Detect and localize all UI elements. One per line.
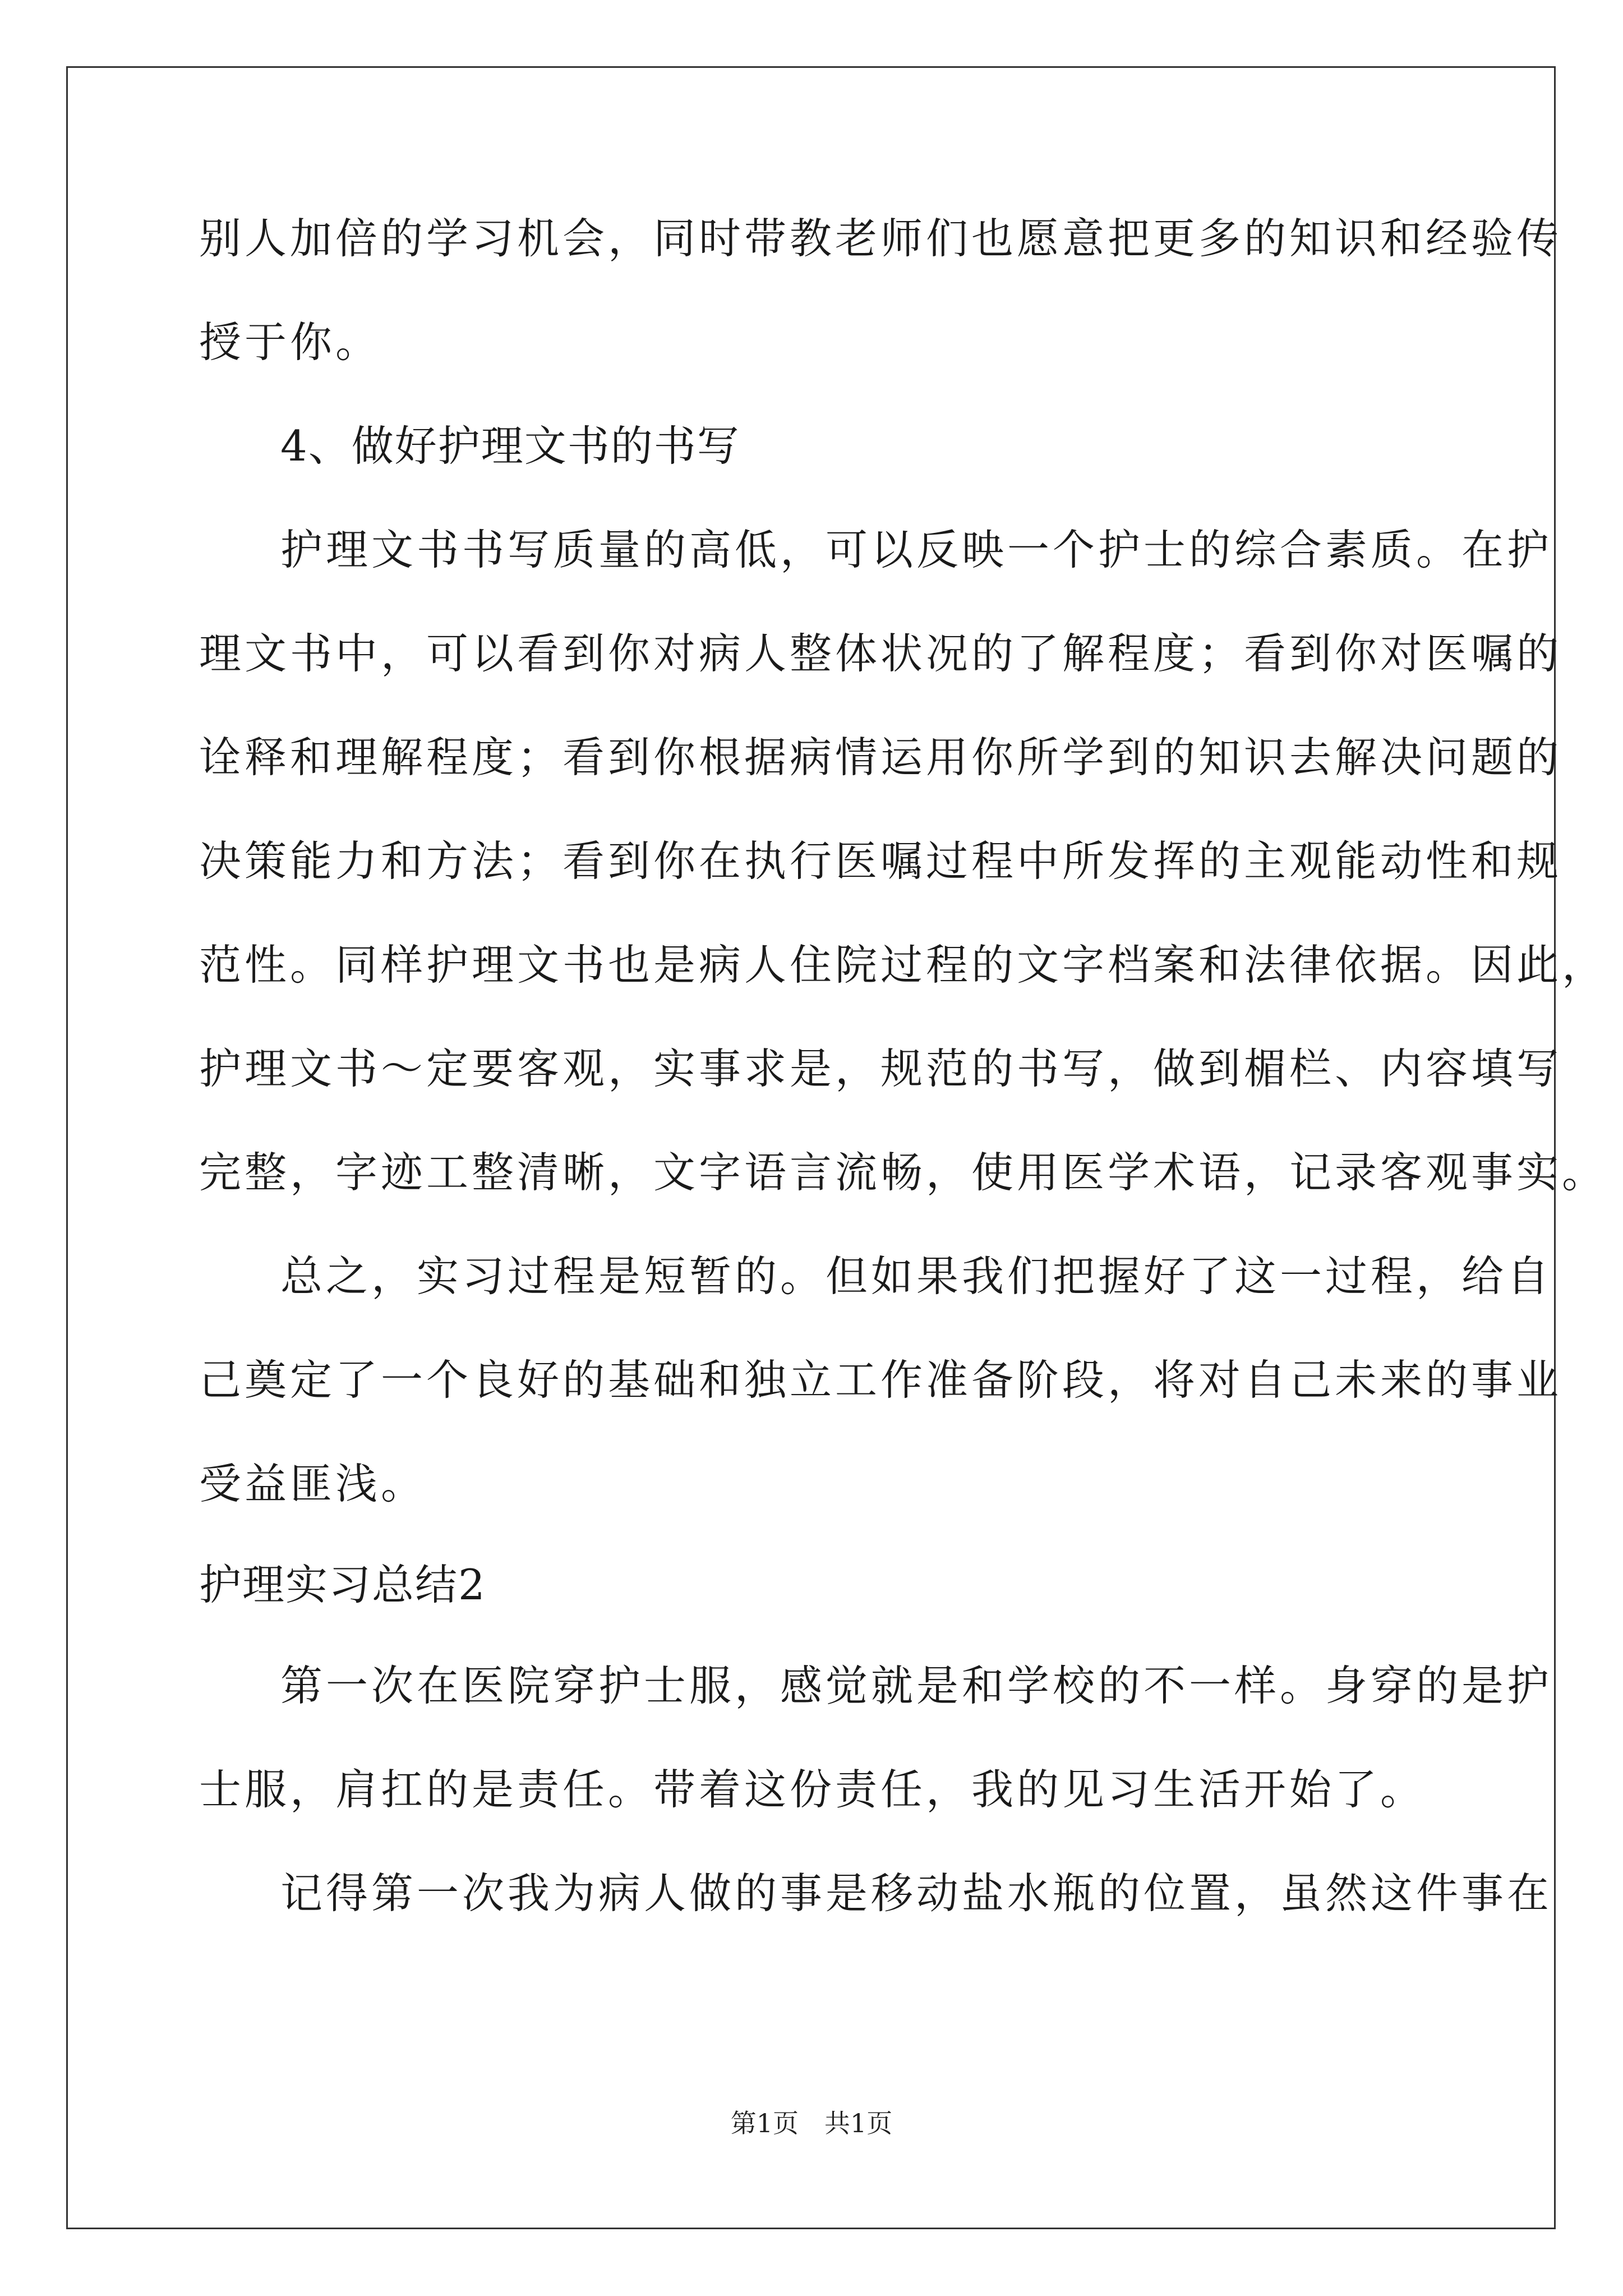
- text-line: 己奠定了一个良好的基础和独立工作准备阶段，将对自己未来的事业: [199, 1355, 1562, 1405]
- text-line: 士服，肩扛的是责任。带着这份责任，我的见习生活开始了。: [199, 1765, 1426, 1814]
- text-line: 决策能力和方法；看到你在执行医嘱过程中所发挥的主观能动性和规: [199, 836, 1562, 886]
- text-line: 总之，实习过程是短暂的。但如果我们把握好了这一过程，给自: [280, 1251, 1553, 1301]
- text-line: 第一次在医院穿护士服，感觉就是和学校的不一样。身穿的是护: [280, 1661, 1553, 1710]
- text-line: 诠释和理解程度；看到你根据病情运用你所学到的知识去解决问题的: [199, 733, 1562, 782]
- text-line: 记得第一次我为病人做的事是移动盐水瓶的位置，虽然这件事在: [280, 1869, 1553, 1918]
- section-heading: 4、做好护理文书的书写: [280, 421, 740, 471]
- section-title: 护理实习总结2: [199, 1560, 486, 1609]
- text-line: 受益匪浅。: [199, 1459, 427, 1508]
- text-line: 理文书中，可以看到你对病人整体状况的了解程度；看到你对医嘱的: [199, 629, 1562, 678]
- text-line: 护理文书～定要客观，实事求是，规范的书写，做到楣栏、内容填写: [199, 1044, 1562, 1093]
- text-line: 授于你。: [199, 318, 381, 367]
- page-number-footer: 第1页 共1页: [730, 2108, 893, 2138]
- text-line: 护理文书书写质量的高低，可以反映一个护士的综合素质。在护: [280, 525, 1553, 574]
- text-line: 范性。同样护理文书也是病人住院过程的文字档案和法律依据。因此，: [199, 940, 1608, 990]
- text-line: 别人加倍的学习机会，同时带教老师们也愿意把更多的知识和经验传: [199, 214, 1562, 263]
- text-line: 完整，字迹工整清晰，文字语言流畅，使用医学术语，记录客观事实。: [199, 1148, 1608, 1197]
